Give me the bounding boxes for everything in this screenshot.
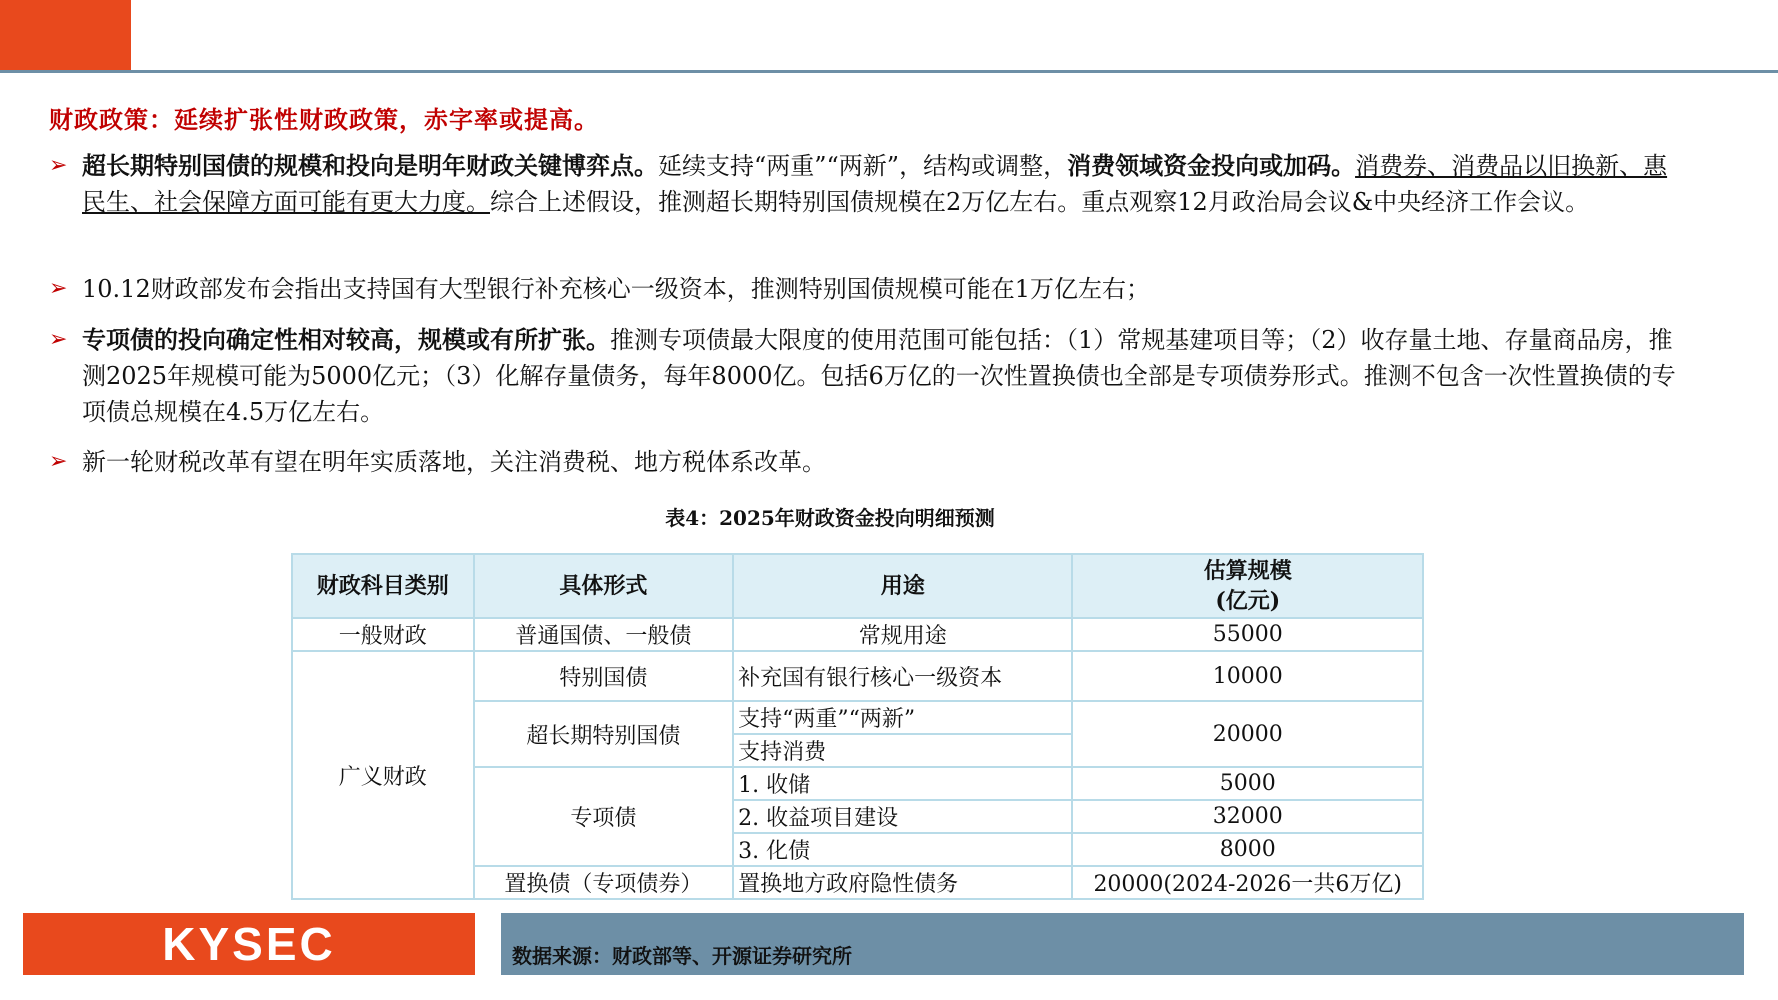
bullet-text: 延续支持“两重”“两新”，结构或调整，	[658, 152, 1068, 180]
cell-amount: 5000	[1072, 767, 1423, 800]
header-category: 财政科目类别	[292, 554, 474, 618]
arrow-bullet-icon: ➢	[49, 276, 68, 301]
header-amount-label: 估算规模	[1203, 558, 1292, 584]
bullet-bold-text: 消费领域资金投向或加码。	[1067, 151, 1356, 180]
header-amount	[1072, 554, 1423, 618]
bullet-bank-capital	[49, 271, 1689, 307]
cell-category: 广义财政	[292, 651, 474, 899]
cell-amount: 10000	[1072, 651, 1423, 701]
cell-form: 特别国债	[474, 651, 733, 701]
fiscal-allocation-table	[291, 553, 1424, 900]
cell-form: 置换债（专项债券）	[474, 866, 733, 899]
cell-amount: 8000	[1072, 833, 1423, 866]
kysec-logo	[23, 913, 475, 975]
arrow-bullet-icon: ➢	[49, 153, 68, 178]
bullet-underlined-text: 消费券、消费品以旧换新、惠民生、社会保障方面可能有更大力度。	[82, 152, 1668, 216]
cell-amount: 32000	[1072, 800, 1423, 833]
bullet-body	[82, 271, 1689, 307]
cell-category: 一般财政	[292, 618, 474, 651]
bullet-text: 综合上述假设，推测超长期特别国债规模在2万亿左右。重点观察12月政治局会议&中央经济工作会议。	[490, 188, 1590, 216]
bullet-bold-text: 超长期特别国债的规模和投向是明年财政关键博弈点。	[82, 151, 658, 180]
table-title: 表4：2025年财政资金投向明细预测	[665, 506, 995, 530]
bullet-body	[82, 322, 1689, 430]
cell-form: 普通国债、一般债	[474, 618, 733, 651]
data-source-note: 数据来源：财政部等、开源证券研究所	[512, 944, 852, 968]
logo-text: KYSEC	[162, 918, 336, 970]
bullet-bold-text: 专项债的投向确定性相对较高，规模或有所扩张。	[82, 325, 610, 354]
cell-amount: 20000(2024-2026一共6万亿)	[1072, 866, 1423, 899]
header-form: 具体形式	[474, 554, 733, 618]
cell-use: 3. 化债	[733, 833, 1072, 866]
bullet-ultra-long-bonds	[49, 148, 1689, 220]
cell-use: 支持消费	[733, 734, 1072, 767]
table-header-row	[292, 554, 1423, 618]
cell-amount: 55000	[1072, 618, 1423, 651]
cell-use: 1. 收储	[733, 767, 1072, 800]
header-amount-unit: (亿元)	[1215, 588, 1281, 614]
bullet-text: 新一轮财税改革有望在明年实质落地，关注消费税、地方税体系改革。	[82, 448, 826, 476]
cell-use: 置换地方政府隐性债务	[733, 866, 1072, 899]
table-row	[292, 651, 1423, 701]
cell-form: 超长期特别国债	[474, 701, 733, 767]
cell-form: 专项债	[474, 767, 733, 866]
top-accent-bar	[0, 0, 131, 73]
cell-amount: 20000	[1072, 701, 1423, 767]
header-use: 用途	[733, 554, 1072, 618]
arrow-bullet-icon: ➢	[49, 449, 68, 474]
top-divider	[0, 70, 1778, 73]
bullet-text: 推测专项债最大限度的使用范围可能包括：（1）常规基建项目等；（2）收存量土地、存量商品房，推测2025年规模可能为5000亿元；（3）化解存量债务，每年8000亿。包括6万亿的一次性置换债也全部是专项债券形式。推测不包含一次性置换债的专项债总规模在4.5万亿左右。	[82, 326, 1676, 426]
section-heading: 财政政策：延续扩张性财政政策，赤字率或提高。	[49, 105, 599, 134]
cell-use: 补充国有银行核心一级资本	[733, 651, 1072, 701]
bullet-special-purpose-bonds	[49, 322, 1689, 430]
bullet-text: 10.12财政部发布会指出支持国有大型银行补充核心一级资本，推测特别国债规模可能在1万亿左右；	[82, 275, 1150, 303]
cell-use: 常规用途	[733, 618, 1072, 651]
bullet-body	[82, 444, 1689, 480]
cell-use: 支持“两重”“两新”	[733, 701, 1072, 734]
bullet-body	[82, 148, 1689, 220]
table-row	[292, 618, 1423, 651]
arrow-bullet-icon: ➢	[49, 327, 68, 352]
cell-use: 2. 收益项目建设	[733, 800, 1072, 833]
bullet-tax-reform	[49, 444, 1689, 480]
